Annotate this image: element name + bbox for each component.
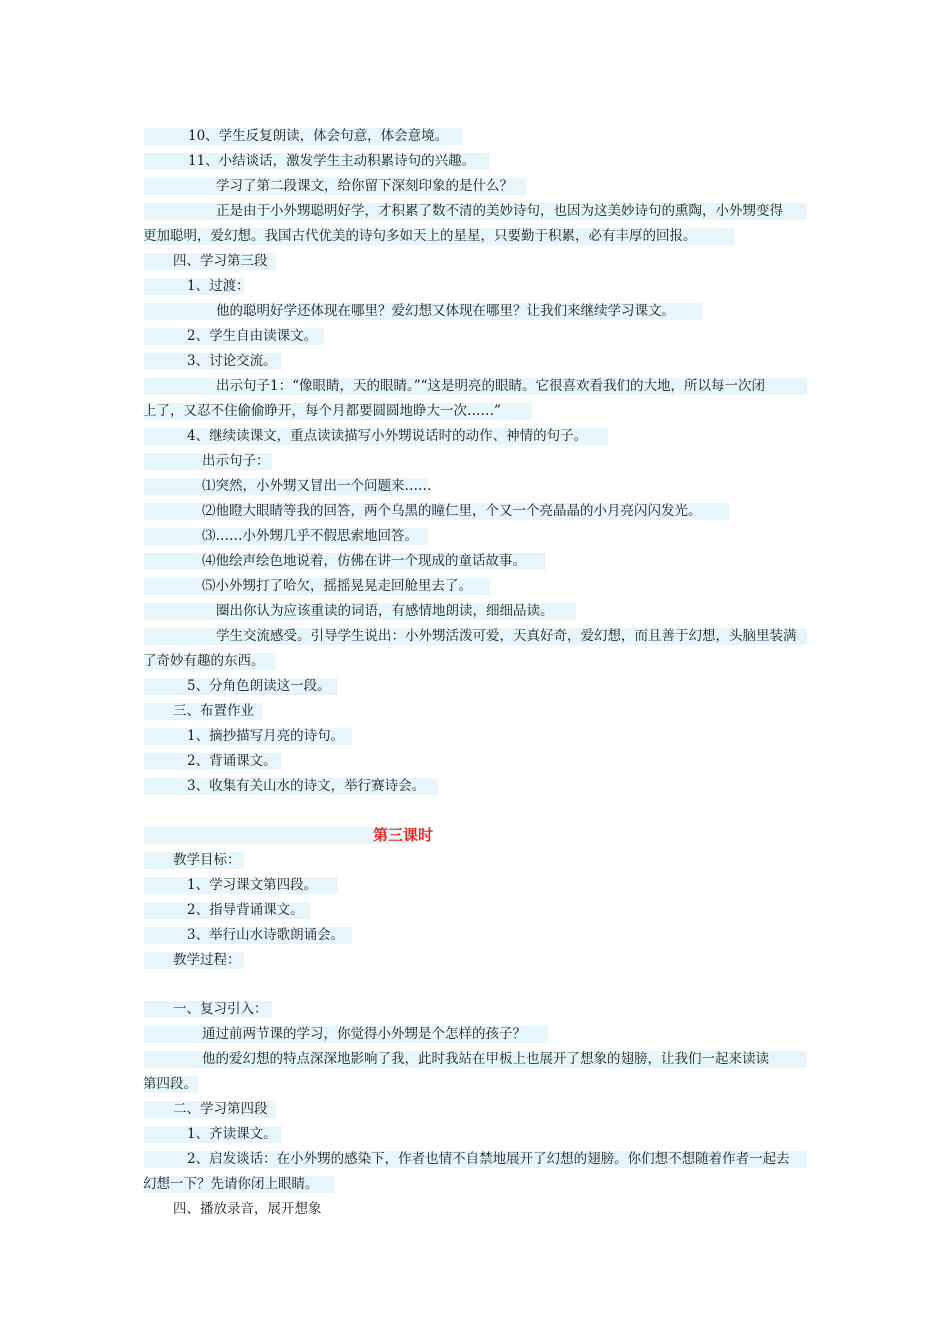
paragraph-text: 10、学生反复朗读，体会句意，体会意境。 xyxy=(188,128,449,144)
paragraph-text: 出示句子： xyxy=(202,453,270,469)
text-line xyxy=(144,923,809,948)
text-line xyxy=(144,1147,809,1172)
text-line xyxy=(144,873,809,898)
text-line xyxy=(144,848,809,873)
paragraph-text: ⑷他绘声绘色地说着，仿佛在讲一个现成的童话故事。 xyxy=(202,553,526,569)
paragraph-text: 2、学生自由读课文。 xyxy=(187,328,318,344)
text-line xyxy=(144,997,809,1022)
text-line xyxy=(144,624,809,649)
paragraph-text: 四、学习第三段 xyxy=(173,253,268,269)
text-line xyxy=(144,549,809,574)
paragraph-text: 正是由于小外甥聪明好学，才积累了数不清的美妙诗句，也因为这美妙诗句的熏陶，小外甥变得 xyxy=(216,203,783,219)
paragraph-text: 1、齐读课文。 xyxy=(187,1126,277,1142)
text-line xyxy=(144,1047,809,1072)
text-line xyxy=(144,299,809,324)
paragraph-text: 教学目标： xyxy=(173,852,241,868)
text-line xyxy=(144,474,809,499)
text-line xyxy=(144,699,809,724)
paragraph-text: 了奇妙有趣的东西。 xyxy=(143,653,265,669)
text-line xyxy=(144,1122,809,1147)
text-line xyxy=(144,599,809,624)
text-line xyxy=(144,199,809,224)
text-line xyxy=(144,1022,809,1047)
text-line xyxy=(144,449,809,474)
paragraph-text: 三、布置作业 xyxy=(173,703,254,719)
text-line xyxy=(144,224,809,249)
text-line xyxy=(144,274,809,299)
paragraph-text: 1、学习课文第四段。 xyxy=(187,877,318,893)
text-line xyxy=(144,524,809,549)
paragraph-text: 3、举行山水诗歌朗诵会。 xyxy=(187,927,345,943)
paragraph-text: 第四段。 xyxy=(143,1076,197,1092)
paragraph-text: 1、过渡： xyxy=(187,278,250,294)
paragraph-text: 他的聪明好学还体现在哪里？爱幻想又体现在哪里？让我们来继续学习课文。 xyxy=(216,303,675,319)
text-line xyxy=(144,149,809,174)
text-line xyxy=(144,574,809,599)
text-line xyxy=(144,1097,809,1122)
text-line xyxy=(144,674,809,699)
paragraph-text: 3、讨论交流。 xyxy=(187,353,277,369)
paragraph-text: ⑸小外甥打了哈欠，摇摇晃晃走回舱里去了。 xyxy=(202,578,472,594)
paragraph-text: 更加聪明，爱幻想。我国古代优美的诗句多如天上的星星，只要勤于积累，必有丰厚的回报。 xyxy=(143,228,697,244)
paragraph-text: 2、背诵课文。 xyxy=(187,753,277,769)
paragraph-text: 四、播放录音，展开想象 xyxy=(173,1201,322,1217)
text-line xyxy=(144,374,809,399)
text-line xyxy=(144,499,809,524)
paragraph-text: 学生交流感受。引导学生说出：小外甥活泼可爱，天真好奇，爱幻想，而且善于幻想，头脑里装满 xyxy=(216,628,797,644)
paragraph-text: 上了，又忍不住偷偷睁开，每个月都要圆圆地睁大一次……” xyxy=(143,403,501,419)
paragraph-text: 他的爱幻想的特点深深地影响了我，此时我站在甲板上也展开了想象的翅膀，让我们一起来读读 xyxy=(202,1051,769,1067)
text-line xyxy=(144,399,809,424)
paragraph-text: 1、摘抄描写月亮的诗句。 xyxy=(187,728,345,744)
text-line xyxy=(144,1072,809,1097)
paragraph-text: ⑵他瞪大眼睛等我的回答，两个乌黑的瞳仁里，个又一个亮晶晶的小月亮闪闪发光。 xyxy=(202,503,702,519)
paragraph-text: 2、指导背诵课文。 xyxy=(187,902,304,918)
text-line xyxy=(144,948,809,973)
text-line xyxy=(144,1172,809,1197)
section-title-row xyxy=(144,823,809,848)
paragraph-text: 一、复习引入： xyxy=(173,1001,268,1017)
paragraph-text: 通过前两节课的学习，你觉得小外甥是个怎样的孩子？ xyxy=(202,1026,526,1042)
paragraph-text: 教学过程： xyxy=(173,952,241,968)
text-line xyxy=(144,124,809,149)
paragraph-text: 4、继续读课文，重点读读描写小外甥说话时的动作、神情的句子。 xyxy=(187,428,588,444)
section-title: 第三课时 xyxy=(373,826,434,844)
paragraph-text: ⑴突然，小外甥又冒出一个问题来…… xyxy=(202,478,432,494)
paragraph-text: 11、小结谈话，激发学生主动积累诗句的兴趣。 xyxy=(188,153,476,169)
text-line xyxy=(144,174,809,199)
paragraph-text: ⑶……小外甥几乎不假思索地回答。 xyxy=(202,528,418,544)
paragraph-text: 学习了第二段课文，给你留下深刻印象的是什么？ xyxy=(216,178,513,194)
paragraph-text: 圈出你认为应该重读的词语，有感情地朗读，细细品读。 xyxy=(216,603,554,619)
paragraph-text: 5、分角色朗读这一段。 xyxy=(187,678,331,694)
text-line xyxy=(144,349,809,374)
text-line xyxy=(144,424,809,449)
text-line xyxy=(144,1197,809,1222)
text-line xyxy=(144,774,809,799)
paragraph-text: 2、启发谈话：在小外甥的感染下，作者也情不自禁地展开了幻想的翅膀。你们想不想随着作者一起去 xyxy=(187,1151,790,1167)
text-line xyxy=(144,749,809,774)
text-line xyxy=(144,324,809,349)
text-line xyxy=(144,649,809,674)
text-line xyxy=(144,724,809,749)
paragraph-text: 二、学习第四段 xyxy=(173,1101,268,1117)
paragraph-text: 幻想一下？先请你闭上眼睛。 xyxy=(143,1176,319,1192)
text-line xyxy=(144,249,809,274)
paragraph-text: 3、收集有关山水的诗文，举行赛诗会。 xyxy=(187,778,426,794)
paragraph-text: 出示句子1：“像眼睛，天的眼睛。”“这是明亮的眼睛。它很喜欢看我们的大地，所以每一次闭 xyxy=(216,378,766,394)
text-line xyxy=(144,898,809,923)
